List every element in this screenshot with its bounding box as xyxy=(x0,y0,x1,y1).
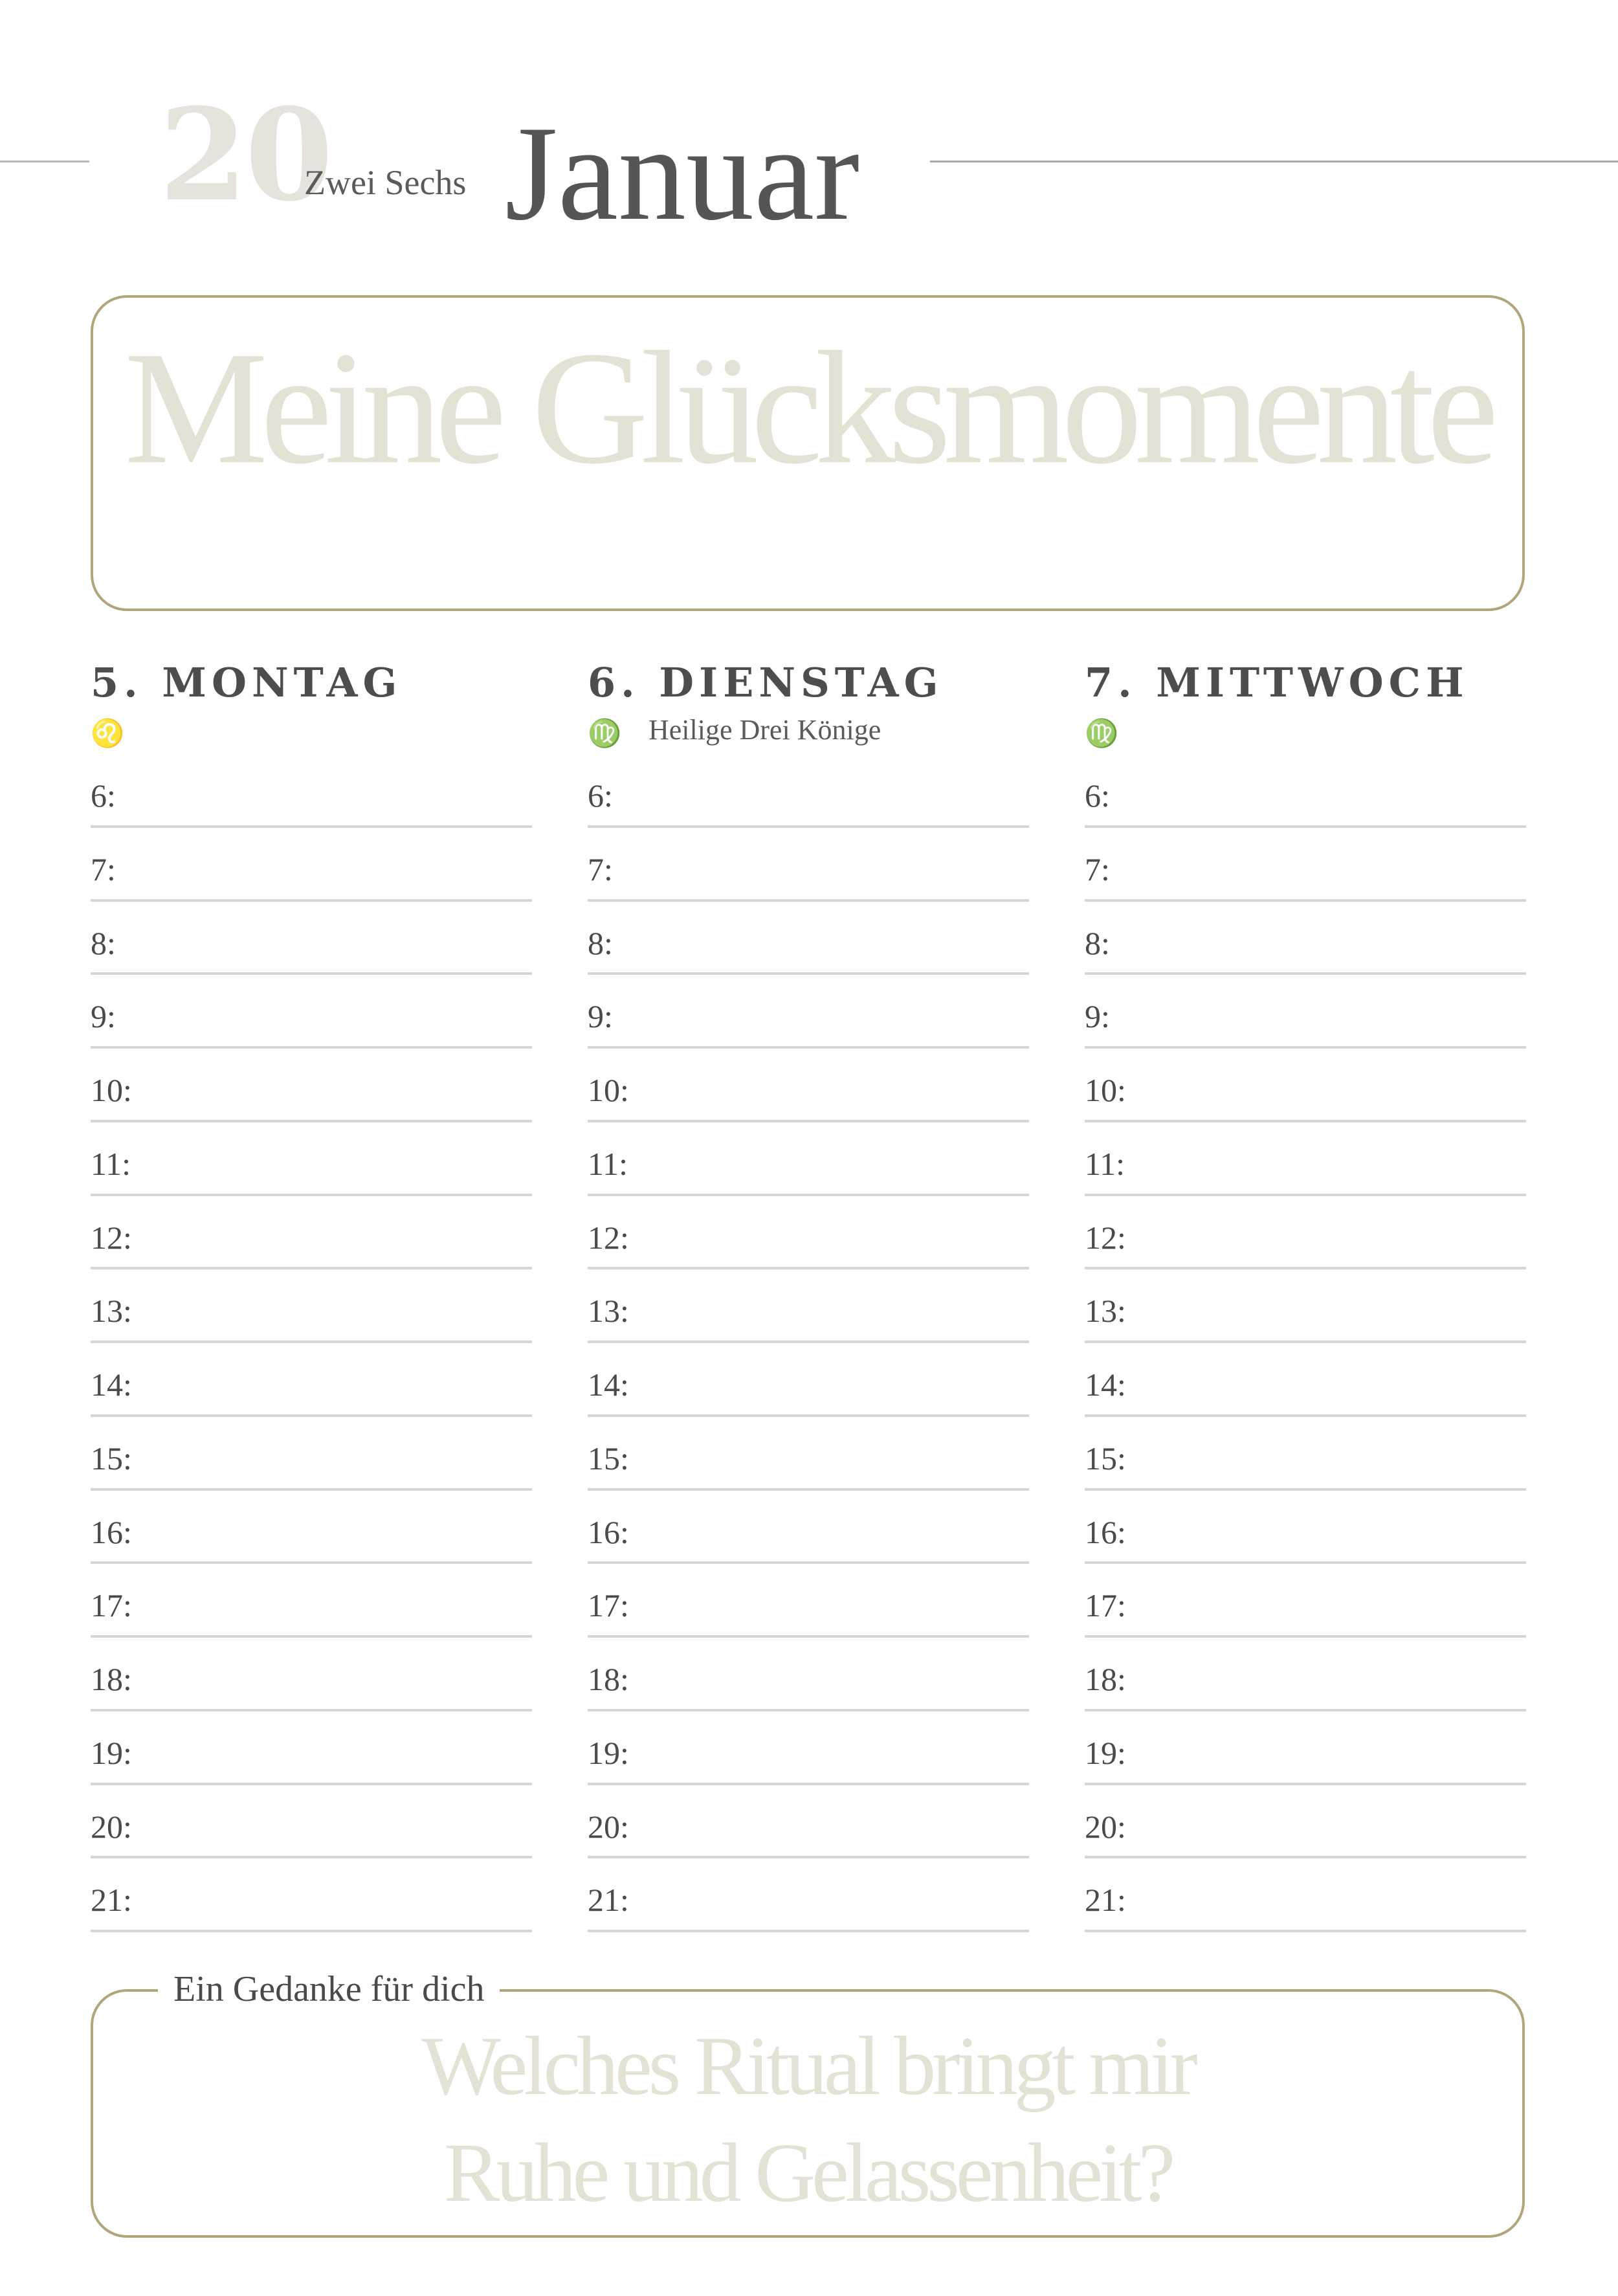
hour-label: 12: xyxy=(91,1219,132,1256)
hour-label: 6: xyxy=(1085,777,1110,814)
hour-slot[interactable] xyxy=(91,1196,532,1270)
writing-line xyxy=(1085,1930,1526,1932)
hour-label: 15: xyxy=(91,1440,132,1477)
hour-slot[interactable] xyxy=(588,1785,1029,1859)
question-line-1: Welches Ritual bringt mir xyxy=(421,2020,1194,2113)
year-words: Zwei Sechs xyxy=(304,163,467,202)
hour-label: 6: xyxy=(91,777,116,814)
hour-label: 8: xyxy=(91,924,116,961)
hour-slot[interactable] xyxy=(1085,754,1526,828)
hour-slot[interactable] xyxy=(588,1196,1029,1270)
hour-label: 21: xyxy=(1085,1882,1126,1919)
writing-line xyxy=(588,1930,1029,1932)
hour-slot[interactable] xyxy=(91,1638,532,1711)
hour-label: 19: xyxy=(1085,1734,1126,1771)
hour-slot[interactable] xyxy=(1085,1049,1526,1122)
hour-slots xyxy=(588,754,1029,1932)
hour-slot[interactable] xyxy=(1085,1858,1526,1932)
year-number: 20 xyxy=(159,81,331,230)
hour-label: 20: xyxy=(588,1808,629,1845)
hour-label: 8: xyxy=(588,924,613,961)
header-rule-right xyxy=(930,161,1618,162)
hour-slot[interactable] xyxy=(1085,1785,1526,1859)
virgo-sign-icon: ♍ xyxy=(588,717,622,749)
hour-label: 14: xyxy=(588,1366,629,1403)
hour-slot[interactable] xyxy=(588,902,1029,975)
hour-slot[interactable] xyxy=(1085,1491,1526,1565)
hour-label: 15: xyxy=(1085,1440,1126,1477)
highlights-title: Meine Glücksmomente xyxy=(124,318,1491,498)
hour-label: 20: xyxy=(91,1808,132,1845)
hour-slot[interactable] xyxy=(1085,828,1526,902)
hour-label: 20: xyxy=(1085,1808,1126,1845)
hour-slot[interactable] xyxy=(91,1269,532,1343)
day-heading: 7. MITTWOCH xyxy=(1085,659,1469,706)
hour-slot[interactable] xyxy=(588,828,1029,902)
hour-slot[interactable] xyxy=(91,975,532,1049)
hour-slot[interactable] xyxy=(588,754,1029,828)
day-column-monday xyxy=(91,654,532,1919)
hour-slot[interactable] xyxy=(588,1049,1029,1122)
hour-slot[interactable] xyxy=(91,1491,532,1565)
hour-label: 9: xyxy=(1085,998,1110,1035)
hour-slot[interactable] xyxy=(588,1491,1029,1565)
hour-slot[interactable] xyxy=(91,1858,532,1932)
hour-label: 10: xyxy=(588,1072,629,1108)
hour-slot[interactable] xyxy=(91,1711,532,1785)
hour-label: 19: xyxy=(588,1734,629,1771)
hour-label: 17: xyxy=(1085,1587,1126,1624)
leo-sign-icon: ♌ xyxy=(91,717,125,749)
day-column-wednesday xyxy=(1085,654,1526,1919)
hour-slot[interactable] xyxy=(588,1638,1029,1711)
hour-slot[interactable] xyxy=(1085,1564,1526,1638)
hour-slot[interactable] xyxy=(91,754,532,828)
thought-box-label: Ein Gedanke für dich xyxy=(158,1968,500,2011)
hour-slot[interactable] xyxy=(1085,1196,1526,1270)
virgo-sign-icon: ♍ xyxy=(1085,717,1119,749)
hour-slot[interactable] xyxy=(91,1564,532,1638)
hour-label: 18: xyxy=(588,1661,629,1697)
hour-slot[interactable] xyxy=(1085,1343,1526,1417)
hour-label: 12: xyxy=(588,1219,629,1256)
hour-slot[interactable] xyxy=(588,975,1029,1049)
writing-line xyxy=(91,1930,532,1932)
hour-slot[interactable] xyxy=(588,1417,1029,1491)
hour-label: 17: xyxy=(588,1587,629,1624)
hour-label: 17: xyxy=(91,1587,132,1624)
hour-slot[interactable] xyxy=(1085,902,1526,975)
hour-label: 7: xyxy=(1085,851,1110,887)
hour-label: 13: xyxy=(588,1293,629,1330)
day-column-tuesday xyxy=(588,654,1029,1919)
hour-slot[interactable] xyxy=(588,1343,1029,1417)
hour-slot[interactable] xyxy=(91,1417,532,1491)
holiday-note: Heilige Drei Könige xyxy=(648,714,881,746)
hour-label: 11: xyxy=(1085,1145,1125,1182)
hour-slots xyxy=(91,754,532,1932)
hour-label: 15: xyxy=(588,1440,629,1477)
hour-slot[interactable] xyxy=(91,1122,532,1196)
hour-label: 16: xyxy=(588,1513,629,1550)
hour-label: 19: xyxy=(91,1734,132,1771)
hour-slot[interactable] xyxy=(91,902,532,975)
hour-label: 14: xyxy=(1085,1366,1126,1403)
hour-label: 16: xyxy=(91,1513,132,1550)
hour-slot[interactable] xyxy=(588,1564,1029,1638)
hour-label: 21: xyxy=(91,1882,132,1919)
question-line-2: Ruhe und Gelassenheit? xyxy=(443,2126,1172,2220)
hour-label: 10: xyxy=(91,1072,132,1108)
thought-question xyxy=(91,2013,1525,2227)
header-rule-left xyxy=(0,161,89,162)
hour-slot[interactable] xyxy=(91,1049,532,1122)
hour-label: 12: xyxy=(1085,1219,1126,1256)
hour-slot[interactable] xyxy=(1085,1417,1526,1491)
hour-slot[interactable] xyxy=(1085,1269,1526,1343)
hour-label: 13: xyxy=(1085,1293,1126,1330)
hour-slot[interactable] xyxy=(588,1711,1029,1785)
day-heading: 6. DIENSTAG xyxy=(588,659,944,706)
hour-label: 9: xyxy=(91,998,116,1035)
hour-slot[interactable] xyxy=(588,1269,1029,1343)
hour-slot[interactable] xyxy=(588,1122,1029,1196)
hour-label: 9: xyxy=(588,998,613,1035)
hour-slots xyxy=(1085,754,1526,1932)
hour-slot[interactable] xyxy=(91,1785,532,1859)
hour-label: 7: xyxy=(91,851,116,887)
hour-label: 7: xyxy=(588,851,613,887)
day-heading: 5. MONTAG xyxy=(91,659,403,706)
hour-slot[interactable] xyxy=(1085,1122,1526,1196)
hour-label: 18: xyxy=(1085,1661,1126,1697)
hour-label: 11: xyxy=(588,1145,628,1182)
hour-slot[interactable] xyxy=(1085,1711,1526,1785)
hour-label: 8: xyxy=(1085,924,1110,961)
hour-slot[interactable] xyxy=(1085,1638,1526,1711)
hour-label: 21: xyxy=(588,1882,629,1919)
hour-label: 6: xyxy=(588,777,613,814)
hour-slot[interactable] xyxy=(91,1343,532,1417)
month-title: Januar xyxy=(505,98,860,249)
hour-slot[interactable] xyxy=(1085,975,1526,1049)
hour-label: 14: xyxy=(91,1366,132,1403)
hour-slot[interactable] xyxy=(91,828,532,902)
hour-label: 18: xyxy=(91,1661,132,1697)
hour-label: 13: xyxy=(91,1293,132,1330)
hour-label: 11: xyxy=(91,1145,131,1182)
hour-label: 16: xyxy=(1085,1513,1126,1550)
hour-slot[interactable] xyxy=(588,1858,1029,1932)
hour-label: 10: xyxy=(1085,1072,1126,1108)
